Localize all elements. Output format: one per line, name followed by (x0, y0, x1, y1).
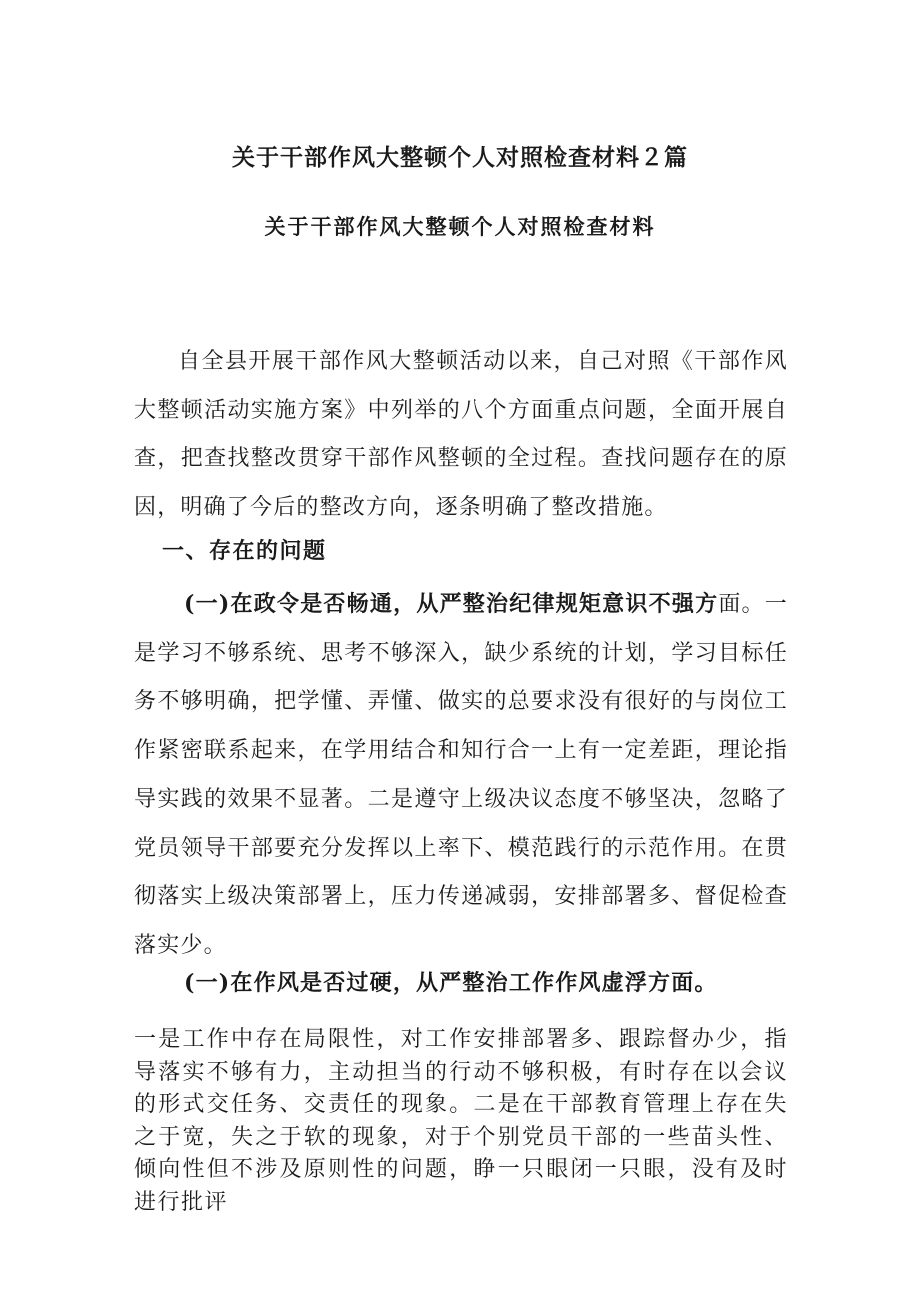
section-2-body: 一是工作中存在局限性，对工作安排部署多、跟踪督办少，指导落实不够有力，主动担当的行动不够积极，有时存在以会议的形式交任务、交责任的现象。二是在干部教育管理上存在失之于宽，失之于软的现象，对于个别党员干部的一些苗头性、倾向性但不涉及原则性的问题，睁一只眼闭一只眼，没有及时进行批评 (134, 1027, 788, 1215)
document-subtitle: 关于干部作风大整顿个人对照检查材料 (264, 214, 656, 239)
intro-paragraph: 自全县开展干部作风大整顿活动以来，自己对照《干部作风大整顿活动实施方案》中列举的八个方面重点问题，全面开展自查，把查找整改贯穿干部作风整顿的全过程。查找问题存在的原因，明确了今后的整改方向，逐条明确了整改措施。 (134, 349, 788, 521)
section-1-paragraph (134, 580, 788, 971)
section-1-body: 面。一是学习不够系统、思考不够深入，缺少系统的计划，学习目标任务不够明确，把学懂、弄懂、做实的总要求没有很好的与岗位工作紧密联系起来，在学用结合和知行合一上有一定差距，理论指导实践的效果不显著。二是遵守上级决议态度不够坚决，忽略了党员领导干部要充分发挥以上率下、模范践行的示范作用。在贯彻落实上级决策部署上，压力传递减弱，安排部署多、督促检查落实少。 (134, 592, 788, 958)
section-1-lead: (一)在政令是否畅通，从严整治纪律规矩意识不强方 (184, 591, 719, 617)
document-title: 关于干部作风大整顿个人对照检查材料２篇 (232, 144, 688, 171)
section-heading-problems: 一、存在的问题 (162, 538, 327, 564)
section-2-heading: (一)在作风是否过硬，从严整治工作作风虚浮方面。 (184, 970, 718, 996)
